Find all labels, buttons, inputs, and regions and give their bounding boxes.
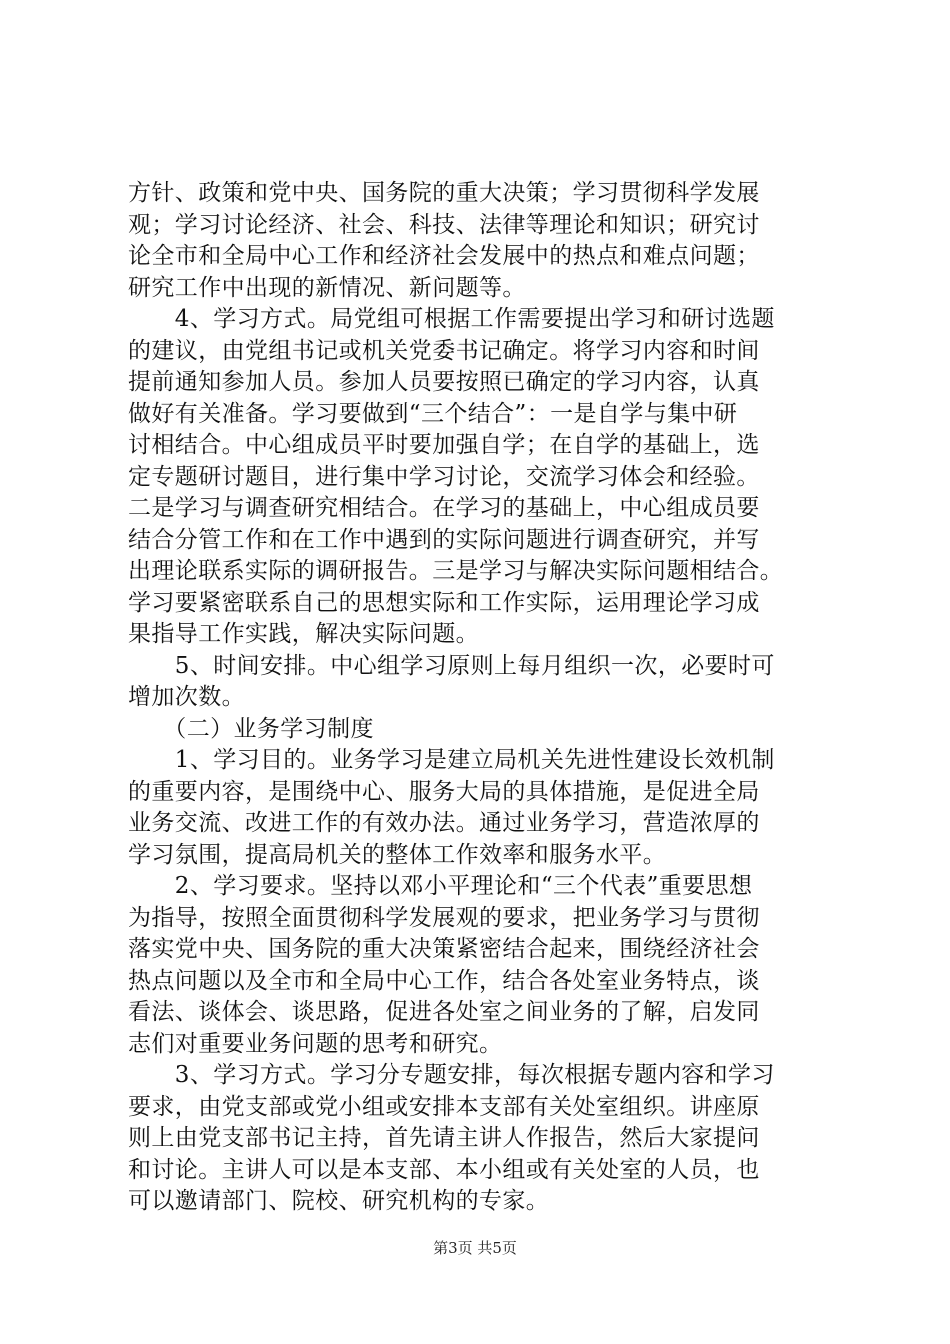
text-line: 果指导工作实践，解决实际问题。	[128, 621, 479, 647]
text-line: （二）业务学习制度	[128, 715, 374, 742]
text-line: 研究工作中出现的新情况、新问题等。	[128, 274, 526, 301]
text-line: 学习氛围，提高局机关的整体工作效率和服务水平。	[128, 841, 667, 868]
text-line: 二是学习与调查研究相结合。在学习的基础上，中心组成员要	[128, 495, 760, 521]
text-line: 的建议，由党组书记或机关党委书记确定。将学习内容和时间	[128, 337, 760, 364]
text-line: 观；学习讨论经济、社会、科技、法律等理论和知识；研究讨	[128, 211, 760, 238]
text-line: 看法、谈体会、谈思路，促进各处室之间业务的了解，启发同	[128, 999, 760, 1025]
text-line: 和讨论。主讲人可以是本支部、本小组或有关处室的人员，也	[128, 1156, 760, 1183]
text-line: 落实党中央、国务院的重大决策紧密结合起来，围绕经济社会	[128, 936, 760, 962]
text-line: 的重要内容，是围绕中心、服务大局的具体措施，是促进全局	[128, 778, 760, 805]
text-line: 1、学习目的。业务学习是建立局机关先进性建设长效机制	[128, 747, 775, 773]
text-line: 为指导，按照全面贯彻科学发展观的要求，把业务学习与贯彻	[128, 904, 760, 931]
text-line: 定专题研讨题目，进行集中学习讨论，交流学习体会和经验。	[128, 463, 760, 490]
text-line: 结合分管工作和在工作中遇到的实际问题进行调查研究，并写	[128, 526, 760, 553]
text-line: 论全市和全局中心工作和经济社会发展中的热点和难点问题；	[128, 243, 760, 269]
text-line: 4、学习方式。局党组可根据工作需要提出学习和研讨选题	[128, 306, 775, 332]
text-line: 5、时间安排。中心组学习原则上每月组织一次，必要时可	[128, 652, 775, 679]
text-line: 3、学习方式。学习分专题安排，每次根据专题内容和学习	[128, 1062, 775, 1088]
text-line: 做好有关准备。学习要做到“三个结合”：一是自学与集中研	[128, 400, 738, 427]
text-line: 方针、政策和党中央、国务院的重大决策；学习贯彻科学发展	[128, 180, 760, 206]
text-line: 则上由党支部书记主持，首先请主讲人作报告，然后大家提问	[128, 1125, 760, 1151]
page-footer: 第3页 共5页	[433, 1239, 517, 1257]
text-line: 志们对重要业务问题的思考和研究。	[128, 1030, 503, 1057]
text-line: 讨相结合。中心组成员平时要加强自学；在自学的基础上，选	[128, 432, 760, 458]
text-line: 业务交流、改进工作的有效办法。通过业务学习，营造浓厚的	[128, 810, 760, 836]
text-line: 增加次数。	[128, 684, 245, 710]
text-line: 可以邀请部门、院校、研究机构的专家。	[128, 1188, 550, 1214]
text-line: 2、学习要求。坚持以邓小平理论和“三个代表”重要思想	[128, 873, 753, 899]
text-line: 学习要紧密联系自己的思想实际和工作实际，运用理论学习成	[128, 589, 760, 616]
text-line: 热点问题以及全市和全局中心工作，结合各处室业务特点，谈	[128, 967, 760, 994]
text-line: 出理论联系实际的调研报告。三是学习与解决实际问题相结合。	[128, 558, 784, 584]
document-body	[128, 178, 828, 1218]
text-line: 提前通知参加人员。参加人员要按照已确定的学习内容，认真	[128, 369, 760, 395]
text-line: 要求，由党支部或党小组或安排本支部有关处室组织。讲座原	[128, 1093, 760, 1120]
